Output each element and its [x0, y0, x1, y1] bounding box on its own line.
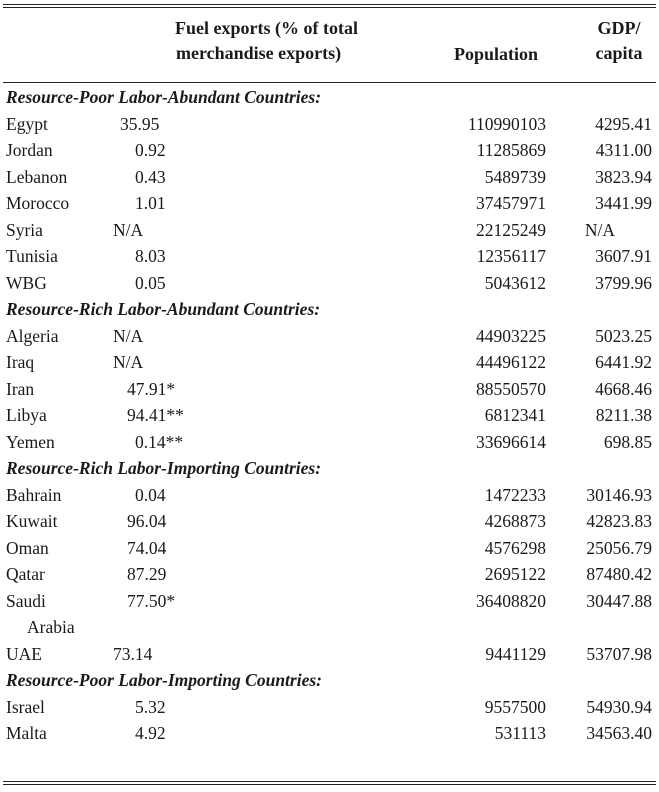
country-cell: Israel — [6, 696, 45, 717]
header-population: Population — [454, 44, 539, 64]
country-cell: Libya — [6, 405, 47, 425]
table-row — [0, 270, 659, 297]
top-rule-outer — [3, 4, 656, 5]
table-row — [0, 402, 659, 429]
group-heading: Resource-Rich Labor-Importing Countries: — [6, 458, 322, 478]
country-line1: Saudi — [6, 590, 46, 611]
table-row — [0, 137, 659, 164]
bottom-rule-outer — [3, 784, 656, 785]
fuel-cell: 5.32 — [135, 696, 166, 717]
population-cell: 1472233 — [484, 484, 546, 505]
gdp-cell: 25056.79 — [586, 537, 652, 558]
country-cell: Oman — [6, 537, 49, 558]
header-fuel-exports — [175, 16, 425, 66]
population-cell: 88550570 — [476, 378, 546, 399]
country-cell: Kuwait — [6, 511, 58, 531]
table-row — [0, 164, 659, 191]
country-cell: Tunisia — [6, 246, 58, 266]
country-cell: UAE — [6, 643, 42, 664]
gdp-cell: 698.85 — [603, 431, 652, 452]
table-row — [0, 482, 659, 509]
bottom-rule-inner — [3, 781, 656, 782]
population-cell: 110990103 — [467, 113, 546, 134]
header-gdp-line2: capita — [595, 43, 643, 63]
table-row — [0, 111, 659, 138]
header-gdp-line1: GDP/ — [597, 18, 641, 38]
gdp-cell: 3823.94 — [595, 166, 652, 187]
population-cell: 4576298 — [484, 537, 546, 558]
gdp-cell: 30146.93 — [586, 484, 652, 505]
fuel-cell: 77.50* — [127, 590, 176, 611]
gdp-cell: 54930.94 — [586, 696, 652, 717]
country-cell: WBG — [6, 272, 47, 293]
gdp-cell: 6441.92 — [595, 352, 652, 372]
country-cell: Iraq — [6, 352, 35, 372]
country-line2: Arabia — [27, 617, 75, 637]
fuel-cell: 1.01 — [135, 193, 166, 213]
header-rule — [3, 82, 656, 83]
fuel-cell: 0.92 — [135, 140, 166, 160]
population-cell: 12356117 — [476, 246, 546, 266]
population-cell: 44903225 — [476, 325, 546, 346]
country-cell: Bahrain — [6, 484, 62, 505]
table-row — [0, 508, 659, 535]
country-cell — [6, 588, 114, 641]
population-cell: 4268873 — [484, 511, 546, 531]
population-cell: 22125249 — [476, 219, 546, 240]
gdp-cell: 30447.88 — [586, 590, 652, 611]
country-cell: Lebanon — [6, 166, 68, 187]
table-row — [0, 720, 659, 747]
gdp-cell: 53707.98 — [586, 643, 652, 664]
fuel-cell: 4.92 — [135, 723, 166, 743]
table-row — [0, 349, 659, 376]
population-cell: 37457971 — [476, 193, 546, 213]
fuel-cell: 8.03 — [135, 246, 166, 266]
header-fuel-line2: merchandise exports) — [176, 43, 342, 63]
table-row — [0, 217, 659, 244]
population-cell: 9441129 — [485, 643, 546, 664]
group-heading: Resource-Poor Labor-Abundant Countries: — [6, 87, 322, 107]
country-cell: Iran — [6, 378, 35, 399]
country-cell: Syria — [6, 219, 43, 240]
population-cell: 11285869 — [476, 140, 546, 160]
fuel-cell: 35.95 — [120, 113, 160, 134]
population-cell: 33696614 — [476, 431, 546, 452]
table-row — [0, 535, 659, 562]
country-cell: Algeria — [6, 325, 59, 346]
fuel-cell: 0.43 — [135, 166, 166, 187]
population-cell: 44496122 — [476, 352, 546, 372]
gdp-cell: 3799.96 — [595, 272, 652, 293]
population-cell: 5489739 — [484, 166, 546, 187]
fuel-cell: 47.91* — [127, 378, 176, 399]
fuel-cell: N/A — [113, 352, 144, 372]
group-heading: Resource-Rich Labor-Abundant Countries: — [6, 299, 321, 319]
table-body — [0, 84, 659, 747]
header-gdp-per-capita — [583, 16, 655, 66]
fuel-cell: 73.14 — [113, 643, 153, 664]
table-row — [0, 561, 659, 588]
fuel-cell: 94.41** — [127, 405, 184, 425]
gdp-cell: 4311.00 — [595, 140, 652, 160]
fuel-cell: 0.05 — [135, 272, 166, 293]
table-row — [0, 190, 659, 217]
gdp-cell: 87480.42 — [586, 564, 652, 584]
country-cell: Yemen — [6, 431, 55, 452]
table-row — [0, 243, 659, 270]
fuel-cell: N/A — [113, 219, 144, 240]
country-cell: Malta — [6, 723, 47, 743]
fuel-cell: 96.04 — [127, 511, 167, 531]
table-row — [0, 641, 659, 668]
table-row — [0, 429, 659, 456]
country-cell: Jordan — [6, 140, 53, 160]
gdp-cell: 3441.99 — [595, 193, 652, 213]
country-cell: Morocco — [6, 193, 70, 213]
gdp-cell: 4668.46 — [595, 378, 652, 399]
group-heading: Resource-Poor Labor-Importing Countries: — [6, 670, 322, 690]
table-row — [0, 323, 659, 350]
table-row — [0, 588, 659, 641]
population-cell: 2695122 — [484, 564, 546, 584]
country-cell: Qatar — [6, 564, 45, 584]
gdp-cell: 34563.40 — [586, 723, 652, 743]
fuel-cell: 87.29 — [127, 564, 167, 584]
fuel-cell: N/A — [113, 325, 144, 346]
gdp-cell: 5023.25 — [595, 325, 652, 346]
gdp-cell: 8211.38 — [595, 405, 652, 425]
population-cell: 5043612 — [484, 272, 546, 293]
fuel-cell: 0.14** — [135, 431, 184, 452]
population-cell: 36408820 — [476, 590, 546, 611]
top-rule-inner — [3, 7, 656, 8]
header-fuel-line1: Fuel exports (% of total — [175, 18, 358, 38]
gdp-cell: 42823.83 — [586, 511, 652, 531]
country-cell: Egypt — [6, 113, 48, 134]
gdp-cell: N/A — [584, 219, 616, 240]
population-cell: 6812341 — [484, 405, 546, 425]
gdp-cell: 3607.91 — [595, 246, 652, 266]
population-cell: 9557500 — [484, 696, 546, 717]
table-row — [0, 376, 659, 403]
population-cell: 531113 — [494, 723, 546, 743]
fuel-cell: 0.04 — [135, 484, 166, 505]
gdp-cell: 4295.41 — [595, 113, 652, 134]
fuel-cell: 74.04 — [127, 537, 167, 558]
table-row — [0, 694, 659, 721]
